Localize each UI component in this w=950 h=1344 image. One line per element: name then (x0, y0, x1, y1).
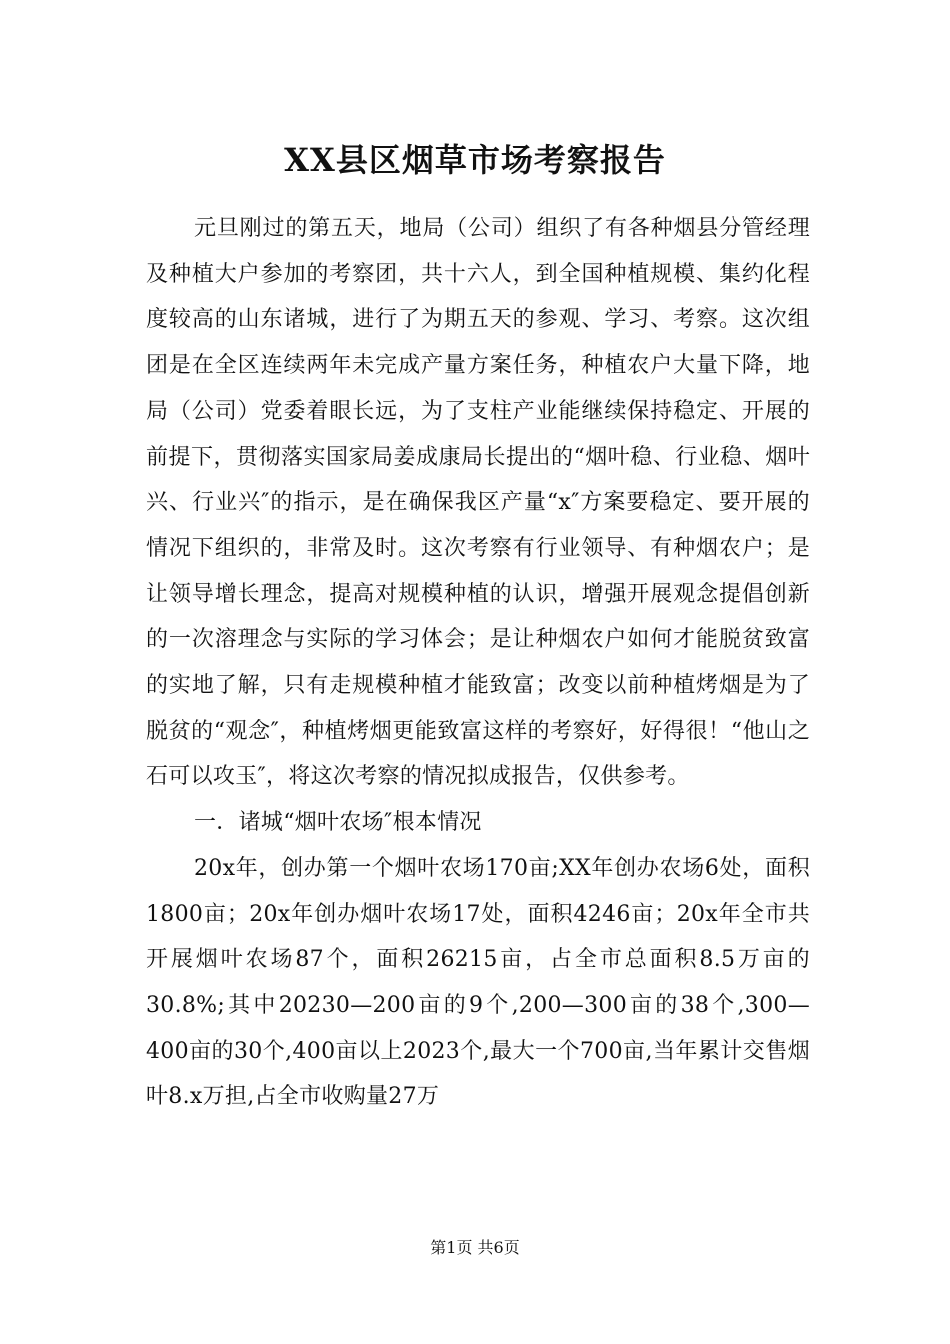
page-title: XX县区烟草市场考察报告 (284, 141, 666, 179)
document-body (146, 206, 810, 1120)
section-paragraph: 20x年，创办第一个烟叶农场170亩;XX年创办农场6处，面积1800亩；20x年创办烟叶农场17处，面积4246亩；20x年全市共开展烟叶农场87个，面积26215亩，占全市总面积8.5万亩的30.8%;其中20230—200亩的9个,200—300亩的38个,300—400亩的30个,400亩以上2023个,最大一个700亩,当年累计交售烟叶8.x万担,占全市收购量27万 (146, 855, 810, 1110)
section-heading: 一．诸城“烟叶农场″根本情况 (194, 810, 482, 836)
page-footer: 第1页 共6页 (430, 1238, 520, 1257)
intro-paragraph: 元旦刚过的第五天，地局（公司）组织了有各种烟县分管经理及种植大户参加的考察团，共十六人，到全国种植规模、集约化程度较高的山东诸城，进行了为期五天的参观、学习、考察。这次组团是在全区连续两年未完成产量方案任务，种植农户大量下降，地局（公司）党委着眼长远，为了支柱产业能继续保持稳定、开展的前提下，贯彻落实国家局姜成康局长提出的“烟叶稳、行业稳、烟叶兴、行业兴″的指示，是在确保我区产量“x″方案要稳定、要开展的情况下组织的，非常及时。这次考察有行业领导、有种烟农户；是让领导增长理念，提高对规模种植的认识，增强开展观念提倡创新的一次溶理念与实际的学习体会；是让种烟农户如何才能脱贫致富的实地了解，只有走规模种植才能致富；改变以前种植烤烟是为了脱贫的“观念″，种植烤烟更能致富这样的考察好，好得很！“他山之石可以攻玉″，将这次考察的情况拟成报告，仅供参考。 (146, 216, 810, 790)
